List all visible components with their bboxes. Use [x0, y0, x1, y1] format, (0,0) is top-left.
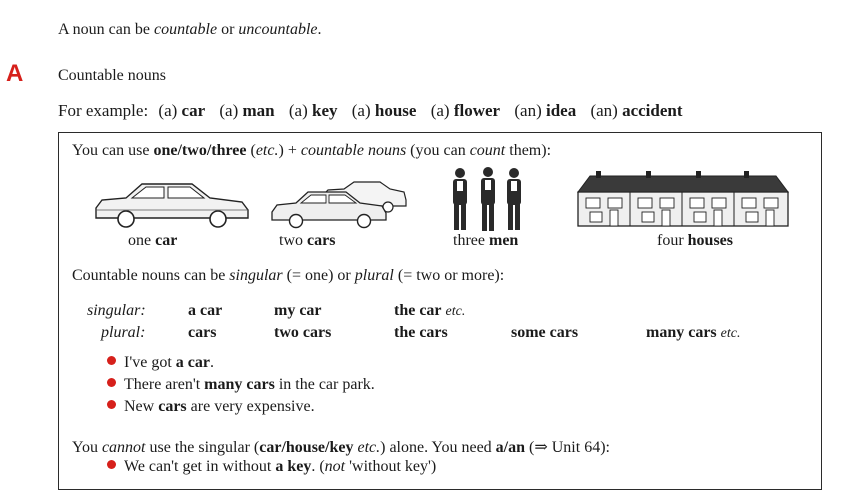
example-item: (a) key	[288, 101, 338, 120]
example-item: (an) idea	[514, 101, 577, 120]
two-cars-illustration	[268, 180, 408, 232]
caption-two-cars: two cars	[279, 232, 336, 249]
box-line-use: You can use one/two/three (etc.) + countable nouns (you can count them):	[72, 142, 552, 159]
bullet-example: We can't get in without a key. (not 'without key')	[124, 458, 437, 475]
four-houses-illustration	[576, 170, 790, 230]
example-item: (a) flower	[430, 101, 501, 120]
plural-cell: some cars	[511, 324, 579, 341]
bullet-dot	[107, 400, 116, 409]
singular-cell-etc: the car etc.	[394, 302, 466, 319]
intro-text: A noun can be	[58, 21, 154, 38]
section-letter: A	[6, 60, 24, 87]
box-line-singular-plural: Countable nouns can be singular (= one) or plural (= two or more):	[72, 267, 505, 284]
three-men-illustration	[444, 166, 530, 234]
intro-uncountable: uncountable	[238, 21, 318, 38]
label-singular: singular:	[87, 302, 146, 319]
intro-sentence	[58, 21, 322, 39]
bullet-example: I've got a car.	[124, 354, 214, 371]
intro-countable: countable	[153, 21, 218, 38]
bullet-dot	[107, 356, 116, 365]
example-item: (a) house	[351, 101, 417, 120]
caption-three-men: three men	[453, 232, 519, 249]
box-line-cannot: You cannot use the singular (car/house/key etc.) alone. You need a/an (⇒ Unit 64):	[72, 439, 610, 456]
car-illustration	[92, 178, 252, 230]
plural-cell: two cars	[274, 324, 332, 341]
bullet-dot	[107, 378, 116, 387]
label-plural: plural:	[101, 324, 146, 341]
plural-cell: the cars	[394, 324, 448, 341]
plural-cell-etc: many cars etc.	[646, 324, 741, 341]
examples-lead: For example:	[58, 101, 149, 120]
example-item: (a) man	[219, 101, 275, 120]
caption-four-houses: four houses	[657, 232, 734, 249]
bullet-dot	[107, 460, 116, 469]
caption-one-car: one car	[128, 232, 178, 249]
plural-cell: cars	[188, 324, 217, 341]
examples-line	[58, 101, 683, 121]
singular-cell: my car	[274, 302, 322, 319]
intro-end: .	[317, 21, 322, 38]
section-title: Countable nouns	[58, 67, 166, 84]
example-item: (an) accident	[590, 101, 683, 120]
example-item: (a) car	[158, 101, 206, 120]
bullet-example: There aren't many cars in the car park.	[124, 376, 375, 393]
bullet-example: New cars are very expensive.	[124, 398, 315, 415]
singular-cell: a car	[188, 302, 223, 319]
intro-or: or	[217, 21, 239, 38]
